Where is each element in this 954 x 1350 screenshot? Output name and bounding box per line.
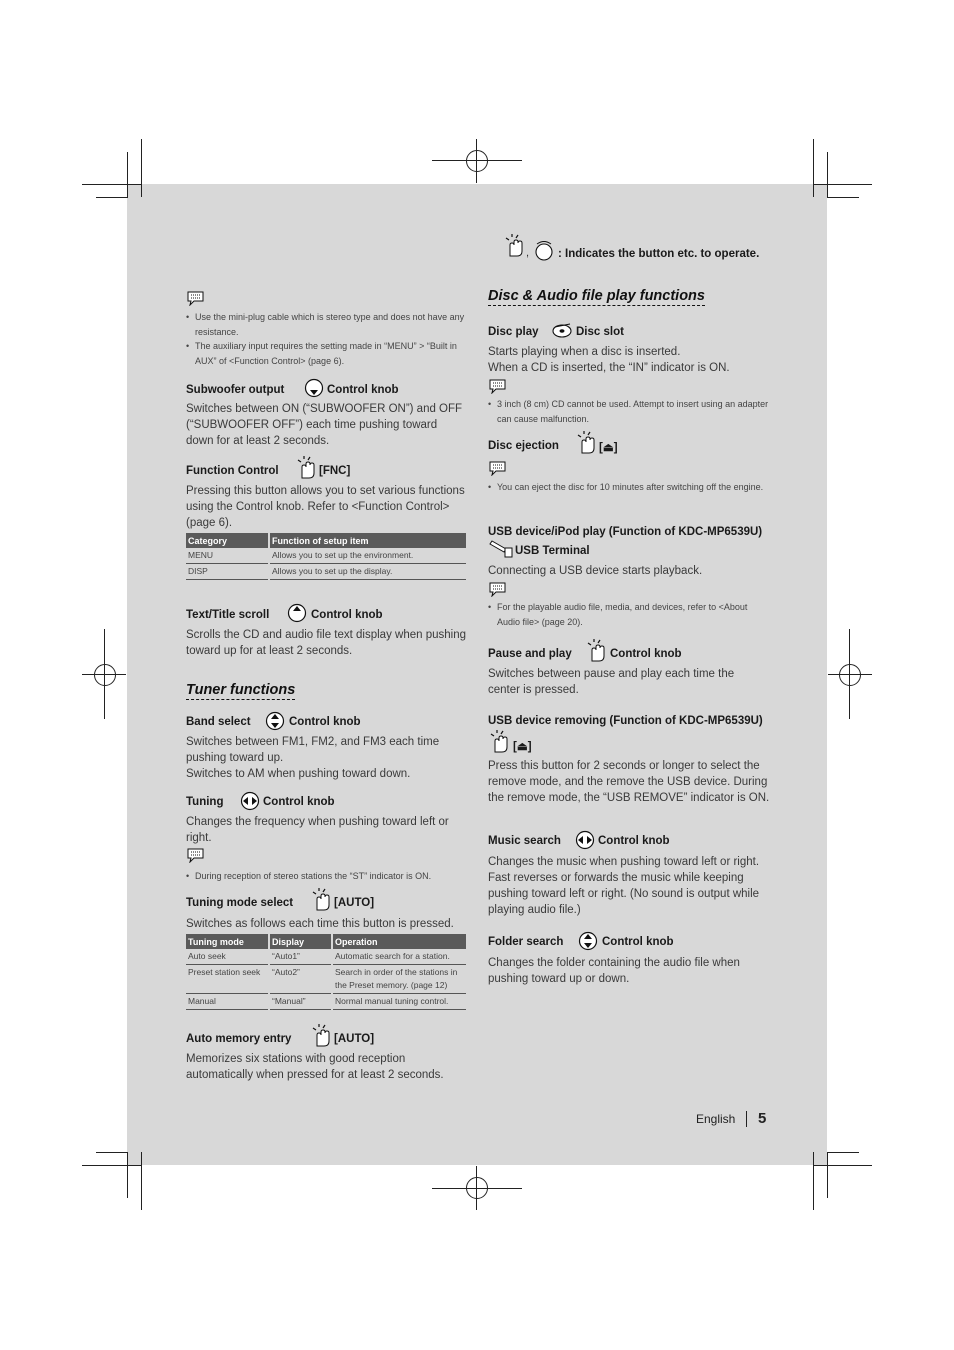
hand-press-icon	[575, 430, 597, 454]
memo-icon	[488, 378, 507, 394]
tuning-note: • During reception of stereo stations the “ST” indicator is ON.	[186, 869, 475, 884]
usb-play-text: Connecting a USB device starts playback.	[488, 565, 703, 577]
disc-play-text-2: When a CD is inserted, the “IN” indicator is ON.	[488, 362, 730, 374]
hand-press-icon	[310, 1023, 332, 1047]
band-select-title: Band select	[186, 716, 251, 728]
tuning-text: Changes the frequency when pushing toward left or right.	[186, 816, 449, 844]
hand-press-icon	[585, 638, 607, 662]
folder-search-text: Changes the folder containing the audio file when pushing toward up or down.	[488, 957, 740, 985]
usb-play-note: • For the playable audio file, media, and devices, refer to <About Audio file> (page 20).	[488, 600, 767, 629]
usb-plug-icon	[488, 540, 514, 558]
hand-press-icon	[310, 887, 332, 911]
pause-play-text: Switches between pause and play each time the center is pressed.	[488, 668, 735, 696]
note-aux-2: • The auxiliary input requires the setting made in “MENU” > “Built in AUX” of <Function Control> (page 6).	[186, 339, 470, 368]
band-select-control: Control knob	[289, 716, 361, 728]
usb-play-title: USB device/iPod play (Function of KDC-MP6539U)	[488, 526, 763, 538]
note-aux-1: • Use the mini-plug cable which is stereo type and does not have any resistance.	[186, 310, 470, 339]
subwoofer-text: Switches between ON (“SUBWOOFER ON”) and OFF (“SUBWOOFER OFF”) each time pushing toward down for at least 2 seconds.	[186, 403, 463, 447]
table-cell: Preset station seek	[186, 965, 269, 994]
music-search-control: Control knob	[598, 835, 670, 847]
legend-comma: ,	[526, 247, 530, 259]
usb-remove-button: [⏏]	[513, 741, 532, 753]
auto-memory-button: [AUTO]	[334, 1033, 375, 1045]
music-search-title: Music search	[488, 835, 561, 847]
folder-search-control: Control knob	[602, 936, 674, 948]
table-cell: Auto seek	[186, 949, 269, 965]
knob-updown-icon	[578, 931, 598, 951]
pause-play-control: Control knob	[610, 648, 682, 660]
table-row	[186, 564, 466, 580]
band-select-text-2: Switches to AM when pushing toward down.	[186, 768, 411, 780]
hand-press-icon	[488, 729, 510, 753]
disc-section-title: Disc & Audio file play functions	[488, 288, 705, 304]
table-cell: DISP	[186, 564, 269, 580]
music-search-text: Changes the music when pushing toward left or right. Fast reverses or forwards the music while keeping pushing toward left or right. (No sound is output while playing audio file.)	[488, 856, 760, 916]
folder-search-title: Folder search	[488, 936, 564, 948]
disc-play-title: Disc play	[488, 326, 539, 338]
text-scroll-control: Control knob	[311, 609, 383, 621]
memo-icon	[488, 581, 507, 597]
tuner-section-title: Tuner functions	[186, 682, 296, 698]
footer-language: English	[696, 1112, 736, 1126]
table-cell: Search in order of the stations in the Preset memory. (page 12)	[332, 965, 466, 994]
function-control-table	[186, 533, 466, 580]
usb-remove-text: Press this button for 2 seconds or longer to select the remove mode, and the remove the USB device. During the remove mode, the “USB REMOVE” indicator is ON.	[488, 760, 770, 804]
band-select-text-1: Switches between FM1, FM2, and FM3 each time pushing toward up.	[186, 736, 440, 764]
text-scroll-text: Scrolls the CD and audio file text display when pushing toward up for at least 2 seconds.	[186, 629, 466, 657]
subwoofer-control: Control knob	[327, 384, 399, 396]
disc-play-control: Disc slot	[576, 326, 624, 338]
table-row	[186, 548, 466, 564]
tuning-mode-title: Tuning mode select	[186, 897, 294, 909]
table-header: Function of setup item	[269, 533, 466, 548]
knob-up-icon	[287, 603, 307, 623]
table-cell: Allows you to set up the display.	[269, 564, 466, 580]
memo-icon	[488, 460, 507, 476]
table-header: Tuning mode	[186, 934, 269, 949]
tuning-mode-button: [AUTO]	[334, 897, 375, 909]
disc-eject-button: [⏏]	[599, 442, 618, 454]
knob-down-icon	[304, 378, 324, 398]
page-number: 5	[758, 1110, 767, 1127]
knob-leftright-icon	[575, 830, 595, 850]
function-control-button: [FNC]	[319, 465, 351, 477]
function-control-title: Function Control	[186, 465, 279, 477]
function-control-text: Pressing this button allows you to set various functions using the Control knob. Refer to <Function Control> (page 6).	[186, 485, 465, 529]
table-cell: “Auto2”	[269, 965, 332, 994]
table-cell: “Auto1”	[269, 949, 332, 965]
table-cell: Normal manual tuning control.	[332, 994, 466, 1010]
memo-icon	[186, 847, 205, 863]
disc-slot-icon	[551, 322, 573, 338]
usb-remove-title: USB device removing (Function of KDC-MP6539U)	[488, 715, 763, 727]
auto-memory-title: Auto memory entry	[186, 1033, 292, 1045]
subwoofer-heading	[186, 384, 284, 396]
table-header: Display	[269, 934, 332, 949]
table-header: Category	[186, 533, 269, 548]
disc-eject-note: • You can eject the disc for 10 minutes after switching off the engine.	[488, 480, 777, 495]
knob-updown-icon	[265, 711, 285, 731]
hand-press-icon	[503, 233, 525, 257]
disc-eject-title: Disc ejection	[488, 440, 559, 452]
disc-play-note: • 3 inch (8 cm) CD cannot be used. Attempt to insert using an adapter can cause malfunction.	[488, 397, 772, 426]
table-cell: Automatic search for a station.	[332, 949, 466, 965]
table-cell: “Manual”	[269, 994, 332, 1010]
text-scroll-title: Text/Title scroll	[186, 609, 270, 621]
table-cell: Manual	[186, 994, 269, 1010]
table-row	[186, 949, 466, 965]
tuning-mode-text: Switches as follows each time this button is pressed.	[186, 918, 454, 930]
auto-memory-text: Memorizes six stations with good reception automatically when pressed for at least 2 seconds.	[186, 1053, 444, 1081]
usb-play-control: USB Terminal	[515, 545, 590, 557]
disc-play-text-1: Starts playing when a disc is inserted.	[488, 346, 681, 358]
memo-icon	[186, 290, 205, 306]
knob-icon	[534, 240, 554, 262]
subwoofer-title: Subwoofer output	[186, 384, 285, 396]
table-header: Operation	[332, 934, 466, 949]
knob-leftright-icon	[240, 791, 260, 811]
tuning-mode-table	[186, 934, 466, 1010]
pause-play-title: Pause and play	[488, 648, 572, 660]
tuning-title: Tuning	[186, 796, 224, 808]
table-cell: MENU	[186, 548, 269, 564]
table-cell: Allows you to set up the environment.	[269, 548, 466, 564]
hand-press-icon	[295, 455, 317, 479]
footer-divider	[746, 1111, 747, 1127]
table-row	[186, 994, 466, 1010]
tuning-control: Control knob	[263, 796, 335, 808]
legend-text: : Indicates the button etc. to operate.	[558, 248, 760, 260]
table-row	[186, 965, 466, 994]
